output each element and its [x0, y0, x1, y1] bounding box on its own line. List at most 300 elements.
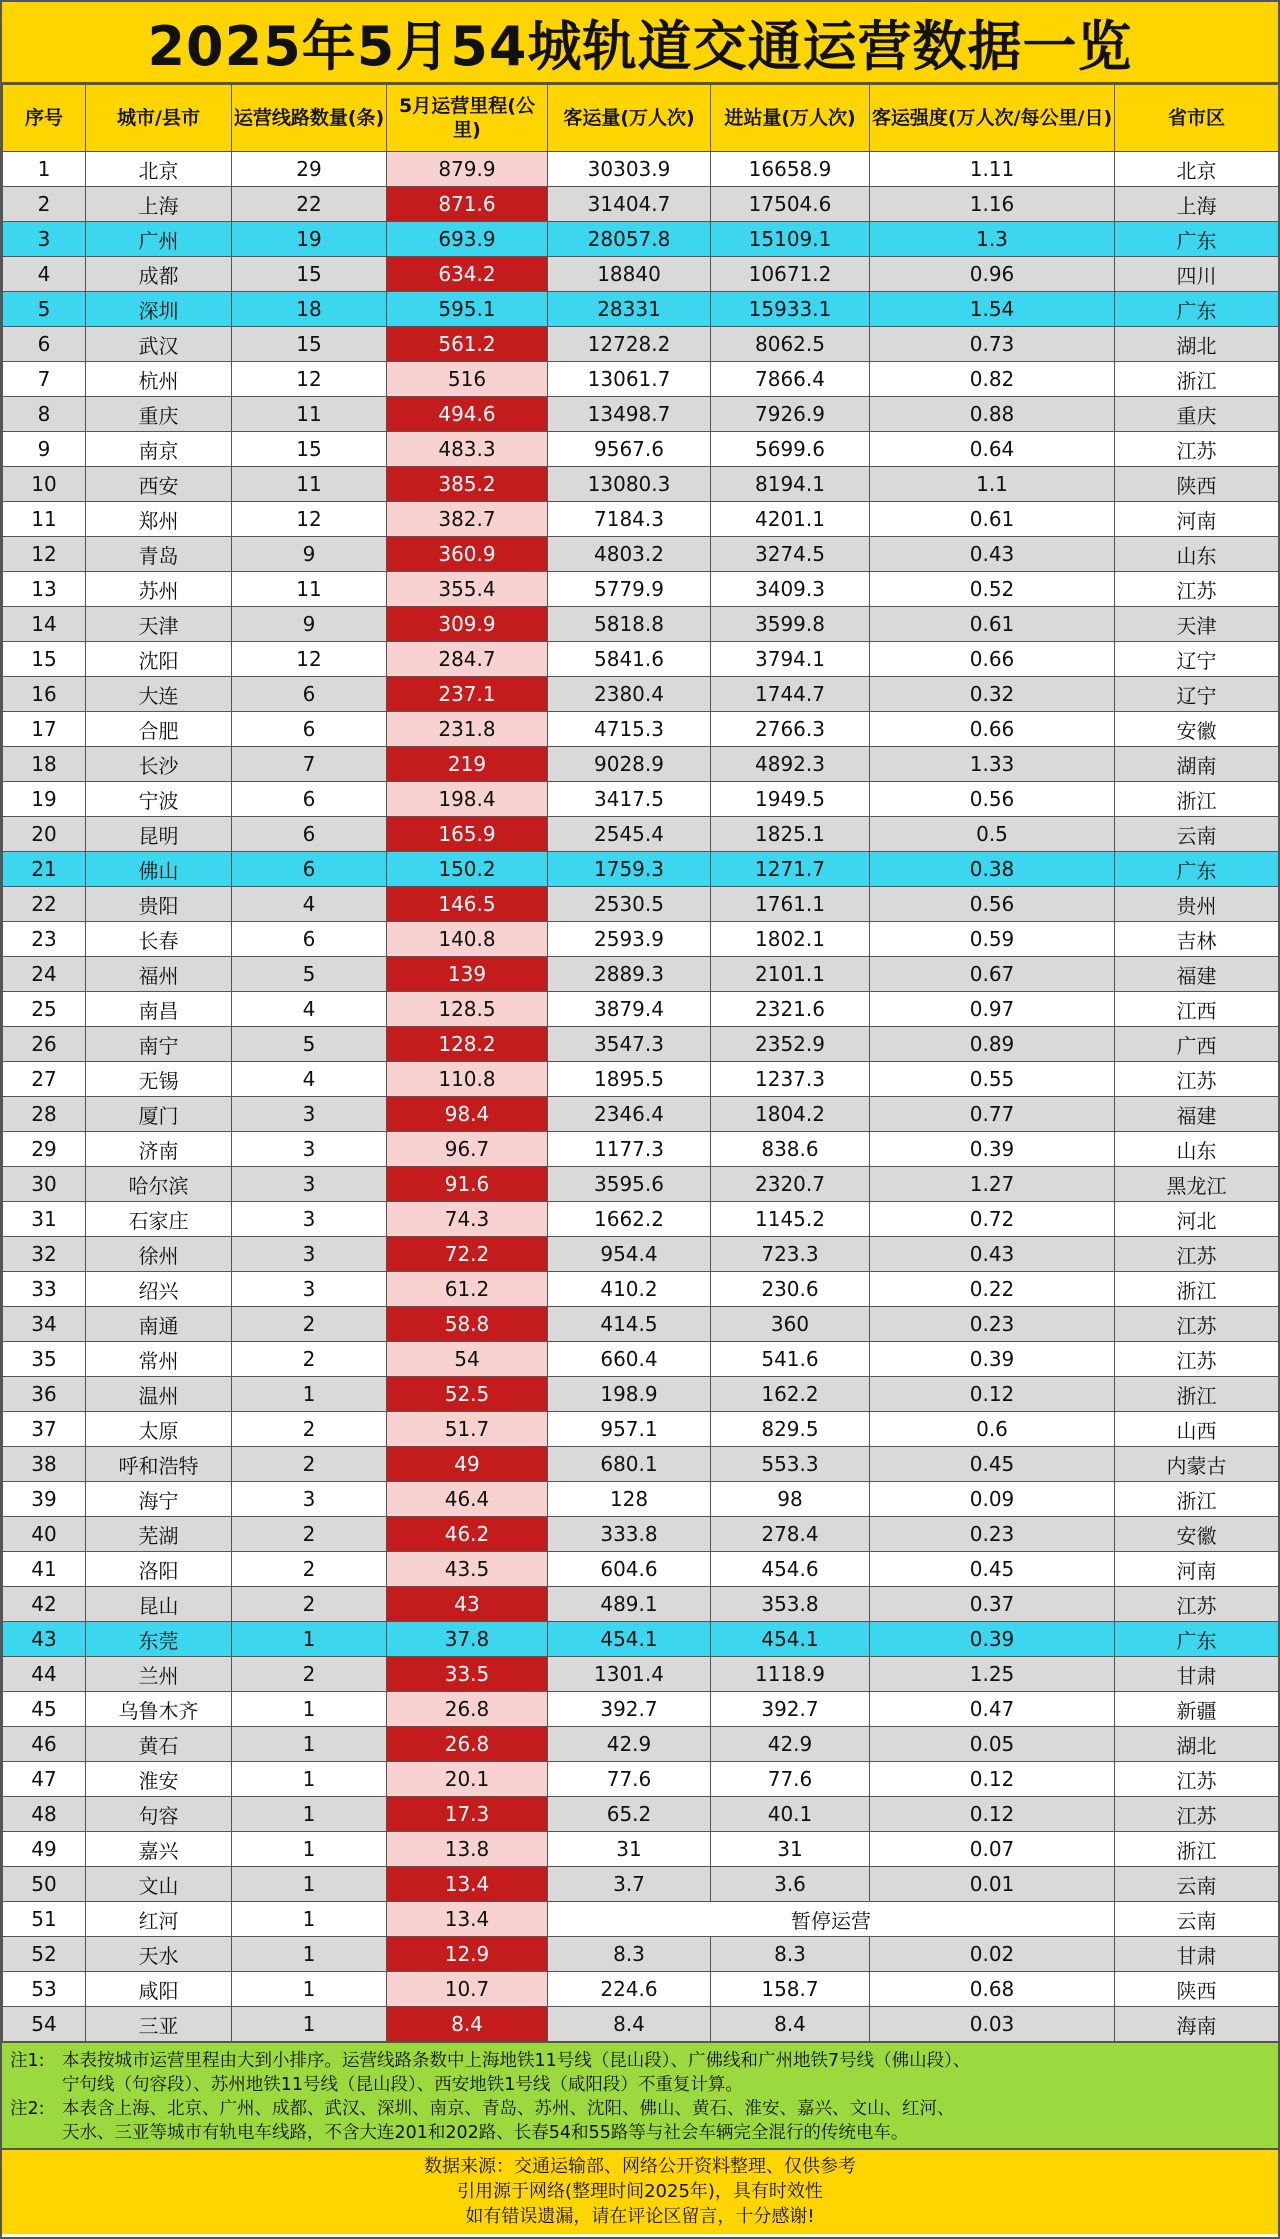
header-mileage: 5月运营里程(公里) — [387, 85, 548, 152]
cell-entries: 454.1 — [711, 1622, 870, 1657]
data-table — [2, 84, 1279, 2042]
cell-province: 广西 — [1115, 1027, 1279, 1062]
cell-ridership: 65.2 — [548, 1797, 711, 1832]
cell-intensity: 0.23 — [870, 1517, 1115, 1552]
cell-ridership: 9567.6 — [548, 432, 711, 467]
cell-city: 武汉 — [86, 327, 232, 362]
table-row — [3, 327, 1279, 362]
cell-intensity: 0.01 — [870, 1867, 1115, 1902]
cell-province: 安徽 — [1115, 712, 1279, 747]
cell-entries: 3599.8 — [711, 607, 870, 642]
cell-ridership: 1301.4 — [548, 1657, 711, 1692]
cell-seq: 36 — [3, 1377, 86, 1412]
cell-seq: 10 — [3, 467, 86, 502]
cell-ridership: 42.9 — [548, 1727, 711, 1762]
table-row — [3, 1902, 1279, 1937]
table-row — [3, 1972, 1279, 2007]
cell-city: 东莞 — [86, 1622, 232, 1657]
note-2-tag: 注2: — [10, 2099, 45, 2119]
cell-city: 福州 — [86, 957, 232, 992]
cell-lines: 3 — [232, 1097, 387, 1132]
cell-mileage: 146.5 — [387, 887, 548, 922]
cell-province: 浙江 — [1115, 362, 1279, 397]
cell-city: 贵阳 — [86, 887, 232, 922]
cell-city: 石家庄 — [86, 1202, 232, 1237]
cell-lines: 2 — [232, 1657, 387, 1692]
cell-mileage: 871.6 — [387, 187, 548, 222]
cell-province: 福建 — [1115, 1097, 1279, 1132]
cell-lines: 2 — [232, 1342, 387, 1377]
cell-city: 红河 — [86, 1902, 232, 1937]
cell-seq: 12 — [3, 537, 86, 572]
cell-lines: 1 — [232, 1937, 387, 1972]
cell-entries: 31 — [711, 1832, 870, 1867]
table-row — [3, 1727, 1279, 1762]
cell-city: 南京 — [86, 432, 232, 467]
table-row — [3, 1517, 1279, 1552]
cell-mileage: 483.3 — [387, 432, 548, 467]
cell-city: 洛阳 — [86, 1552, 232, 1587]
cell-mileage: 37.8 — [387, 1622, 548, 1657]
table-row — [3, 187, 1279, 222]
cell-province: 内蒙古 — [1115, 1447, 1279, 1482]
cell-intensity: 0.96 — [870, 257, 1115, 292]
cell-intensity: 0.07 — [870, 1832, 1115, 1867]
cell-entries: 5699.6 — [711, 432, 870, 467]
cell-province: 浙江 — [1115, 1482, 1279, 1517]
cell-province: 江苏 — [1115, 1237, 1279, 1272]
cell-ridership: 333.8 — [548, 1517, 711, 1552]
cell-entries: 230.6 — [711, 1272, 870, 1307]
cell-seq: 22 — [3, 887, 86, 922]
cell-ridership: 392.7 — [548, 1692, 711, 1727]
cell-ridership: 7184.3 — [548, 502, 711, 537]
cell-province: 江苏 — [1115, 572, 1279, 607]
cell-mileage: 46.2 — [387, 1517, 548, 1552]
cell-entries: 392.7 — [711, 1692, 870, 1727]
cell-ridership: 8.3 — [548, 1937, 711, 1972]
cell-province: 天津 — [1115, 607, 1279, 642]
cell-lines: 6 — [232, 922, 387, 957]
cell-lines: 6 — [232, 782, 387, 817]
cell-seq: 13 — [3, 572, 86, 607]
header-entries: 进站量(万人次) — [711, 85, 870, 152]
cell-seq: 53 — [3, 1972, 86, 2007]
cell-intensity: 0.39 — [870, 1132, 1115, 1167]
table-row — [3, 1167, 1279, 1202]
cell-lines: 22 — [232, 187, 387, 222]
cell-province: 江苏 — [1115, 432, 1279, 467]
cell-mileage: 360.9 — [387, 537, 548, 572]
cell-entries: 2101.1 — [711, 957, 870, 992]
cell-lines: 2 — [232, 1447, 387, 1482]
cell-seq: 21 — [3, 852, 86, 887]
cell-lines: 15 — [232, 432, 387, 467]
cell-ridership: 5818.8 — [548, 607, 711, 642]
cell-entries: 4892.3 — [711, 747, 870, 782]
cell-intensity: 0.47 — [870, 1692, 1115, 1727]
cell-mileage: 17.3 — [387, 1797, 548, 1832]
cell-mileage: 26.8 — [387, 1727, 548, 1762]
cell-seq: 18 — [3, 747, 86, 782]
cell-entries: 3274.5 — [711, 537, 870, 572]
cell-province: 辽宁 — [1115, 642, 1279, 677]
cell-lines: 2 — [232, 1412, 387, 1447]
cell-province: 甘肃 — [1115, 1937, 1279, 1972]
cell-lines: 6 — [232, 817, 387, 852]
note-2-line-2: 天水、三亚等城市有轨电车线路，不含大连201和202路、长春54和55路等与社会车辆完全混行的传统电车。 — [62, 2123, 909, 2143]
header-lines: 运营线路数量(条) — [232, 85, 387, 152]
cell-ridership: 2889.3 — [548, 957, 711, 992]
cell-intensity: 0.6 — [870, 1412, 1115, 1447]
cell-seq: 44 — [3, 1657, 86, 1692]
cell-intensity: 0.09 — [870, 1482, 1115, 1517]
cell-city: 济南 — [86, 1132, 232, 1167]
table-row — [3, 467, 1279, 502]
cell-intensity: 0.82 — [870, 362, 1115, 397]
table-row — [3, 1692, 1279, 1727]
cell-intensity: 0.88 — [870, 397, 1115, 432]
cell-city: 北京 — [86, 152, 232, 187]
cell-lines: 18 — [232, 292, 387, 327]
table-row — [3, 712, 1279, 747]
cell-city: 宁波 — [86, 782, 232, 817]
cell-mileage: 595.1 — [387, 292, 548, 327]
notes-section — [2, 2042, 1278, 2150]
cell-lines: 6 — [232, 852, 387, 887]
cell-intensity: 0.89 — [870, 1027, 1115, 1062]
cell-ridership: 1177.3 — [548, 1132, 711, 1167]
cell-province: 江苏 — [1115, 1587, 1279, 1622]
cell-seq: 26 — [3, 1027, 86, 1062]
table-row — [3, 887, 1279, 922]
cell-ridership: 198.9 — [548, 1377, 711, 1412]
cell-mileage: 284.7 — [387, 642, 548, 677]
cell-intensity: 0.68 — [870, 1972, 1115, 2007]
cell-city: 长春 — [86, 922, 232, 957]
table-row — [3, 1097, 1279, 1132]
cell-mileage: 8.4 — [387, 2007, 548, 2042]
cell-mileage: 382.7 — [387, 502, 548, 537]
cell-seq: 32 — [3, 1237, 86, 1272]
cell-intensity: 0.61 — [870, 502, 1115, 537]
cell-intensity: 0.73 — [870, 327, 1115, 362]
cell-ridership: 410.2 — [548, 1272, 711, 1307]
cell-city: 南通 — [86, 1307, 232, 1342]
cell-city: 昆山 — [86, 1587, 232, 1622]
cell-lines: 2 — [232, 1517, 387, 1552]
cell-entries: 42.9 — [711, 1727, 870, 1762]
table-row — [3, 1272, 1279, 1307]
cell-ridership: 77.6 — [548, 1762, 711, 1797]
cell-province: 江苏 — [1115, 1342, 1279, 1377]
cell-province: 湖北 — [1115, 1727, 1279, 1762]
cell-ridership: 2530.5 — [548, 887, 711, 922]
cell-seq: 42 — [3, 1587, 86, 1622]
table-row — [3, 1937, 1279, 1972]
cell-seq: 31 — [3, 1202, 86, 1237]
cell-city: 乌鲁木齐 — [86, 1692, 232, 1727]
cell-entries: 1761.1 — [711, 887, 870, 922]
cell-intensity: 0.39 — [870, 1342, 1115, 1377]
cell-province: 海南 — [1115, 2007, 1279, 2042]
cell-ridership: 3547.3 — [548, 1027, 711, 1062]
cell-mileage: 561.2 — [387, 327, 548, 362]
note-1-line-2: 宁句线（句容段）、苏州地铁11号线（昆山段）、西安地铁1号线（咸阳段）不重复计算。 — [62, 2075, 743, 2095]
cell-province: 贵州 — [1115, 887, 1279, 922]
cell-entries: 77.6 — [711, 1762, 870, 1797]
cell-province: 陕西 — [1115, 467, 1279, 502]
page-title: 2025年5月54城轨道交通运营数据一览 — [2, 2, 1278, 84]
cell-seq: 50 — [3, 1867, 86, 1902]
cell-entries: 7866.4 — [711, 362, 870, 397]
cell-entries: 10671.2 — [711, 257, 870, 292]
cell-lines: 1 — [232, 1622, 387, 1657]
cell-lines: 12 — [232, 362, 387, 397]
cell-mileage: 58.8 — [387, 1307, 548, 1342]
cell-intensity: 1.25 — [870, 1657, 1115, 1692]
cell-mileage: 26.8 — [387, 1692, 548, 1727]
cell-intensity: 0.12 — [870, 1797, 1115, 1832]
table-row — [3, 957, 1279, 992]
table-row — [3, 1412, 1279, 1447]
cell-entries: 1802.1 — [711, 922, 870, 957]
cell-seq: 54 — [3, 2007, 86, 2042]
cell-city: 西安 — [86, 467, 232, 502]
cell-province: 陕西 — [1115, 1972, 1279, 2007]
cell-ridership: 9028.9 — [548, 747, 711, 782]
header-city: 城市/县市 — [86, 85, 232, 152]
table-row — [3, 1447, 1279, 1482]
cell-lines: 5 — [232, 957, 387, 992]
cell-ridership: 30303.9 — [548, 152, 711, 187]
cell-entries: 1949.5 — [711, 782, 870, 817]
cell-lines: 1 — [232, 2007, 387, 2042]
cell-ridership: 489.1 — [548, 1587, 711, 1622]
cell-mileage: 385.2 — [387, 467, 548, 502]
cell-province: 甘肃 — [1115, 1657, 1279, 1692]
cell-lines: 1 — [232, 1867, 387, 1902]
cell-entries: 3794.1 — [711, 642, 870, 677]
cell-entries: 8.3 — [711, 1937, 870, 1972]
cell-province: 浙江 — [1115, 1377, 1279, 1412]
cell-lines: 29 — [232, 152, 387, 187]
cell-city: 温州 — [86, 1377, 232, 1412]
source-line-1: 数据来源：交通运输部、网络公开资料整理、仅供参考 — [424, 2156, 856, 2177]
cell-intensity: 0.64 — [870, 432, 1115, 467]
cell-ridership: 3879.4 — [548, 992, 711, 1027]
cell-ridership: 13498.7 — [548, 397, 711, 432]
cell-province: 浙江 — [1115, 1272, 1279, 1307]
cell-mileage: 128.2 — [387, 1027, 548, 1062]
cell-city: 太原 — [86, 1412, 232, 1447]
cell-intensity: 0.45 — [870, 1447, 1115, 1482]
cell-lines: 15 — [232, 257, 387, 292]
cell-seq: 16 — [3, 677, 86, 712]
source-line-3: 如有错误遗漏，请在评论区留言，十分感谢! — [465, 2206, 815, 2227]
cell-entries: 7926.9 — [711, 397, 870, 432]
cell-ridership: 5841.6 — [548, 642, 711, 677]
cell-intensity: 0.23 — [870, 1307, 1115, 1342]
table-row — [3, 1552, 1279, 1587]
cell-lines: 1 — [232, 1762, 387, 1797]
cell-intensity: 0.97 — [870, 992, 1115, 1027]
cell-seq: 7 — [3, 362, 86, 397]
cell-intensity: 0.43 — [870, 1237, 1115, 1272]
cell-lines: 4 — [232, 1062, 387, 1097]
cell-seq: 24 — [3, 957, 86, 992]
cell-seq: 3 — [3, 222, 86, 257]
cell-entries: 2320.7 — [711, 1167, 870, 1202]
cell-city: 青岛 — [86, 537, 232, 572]
cell-province: 浙江 — [1115, 1832, 1279, 1867]
cell-province: 云南 — [1115, 1902, 1279, 1937]
cell-lines: 9 — [232, 537, 387, 572]
cell-city: 郑州 — [86, 502, 232, 537]
cell-entries: 2321.6 — [711, 992, 870, 1027]
cell-ridership: 604.6 — [548, 1552, 711, 1587]
cell-city: 厦门 — [86, 1097, 232, 1132]
cell-lines: 12 — [232, 502, 387, 537]
cell-seq: 43 — [3, 1622, 86, 1657]
cell-ridership: 954.4 — [548, 1237, 711, 1272]
cell-city: 南昌 — [86, 992, 232, 1027]
cell-lines: 11 — [232, 467, 387, 502]
cell-lines: 6 — [232, 677, 387, 712]
cell-lines: 1 — [232, 1377, 387, 1412]
cell-lines: 1 — [232, 1972, 387, 2007]
table-row — [3, 1482, 1279, 1517]
cell-ridership: 18840 — [548, 257, 711, 292]
cell-lines: 4 — [232, 992, 387, 1027]
cell-mileage: 54 — [387, 1342, 548, 1377]
note-2 — [10, 2097, 1268, 2145]
cell-entries: 3409.3 — [711, 572, 870, 607]
cell-city: 黄石 — [86, 1727, 232, 1762]
cell-mileage: 52.5 — [387, 1377, 548, 1412]
header-intensity: 客运强度(万人次/每公里/日) — [870, 85, 1115, 152]
table-row — [3, 1237, 1279, 1272]
table-row — [3, 1202, 1279, 1237]
cell-seq: 33 — [3, 1272, 86, 1307]
table-row — [3, 782, 1279, 817]
cell-seq: 2 — [3, 187, 86, 222]
cell-entries: 98 — [711, 1482, 870, 1517]
cell-entries: 8194.1 — [711, 467, 870, 502]
cell-city: 兰州 — [86, 1657, 232, 1692]
table-row — [3, 1762, 1279, 1797]
cell-city: 杭州 — [86, 362, 232, 397]
cell-lines: 19 — [232, 222, 387, 257]
cell-seq: 28 — [3, 1097, 86, 1132]
cell-city: 重庆 — [86, 397, 232, 432]
cell-mileage: 494.6 — [387, 397, 548, 432]
cell-ridership: 680.1 — [548, 1447, 711, 1482]
cell-city: 呼和浩特 — [86, 1447, 232, 1482]
cell-intensity: 0.05 — [870, 1727, 1115, 1762]
cell-intensity: 1.33 — [870, 747, 1115, 782]
cell-mileage: 43 — [387, 1587, 548, 1622]
cell-entries: 16658.9 — [711, 152, 870, 187]
cell-ridership: 2346.4 — [548, 1097, 711, 1132]
cell-city: 咸阳 — [86, 1972, 232, 2007]
cell-city: 三亚 — [86, 2007, 232, 2042]
cell-intensity: 0.39 — [870, 1622, 1115, 1657]
cell-intensity: 0.67 — [870, 957, 1115, 992]
cell-ridership: 2380.4 — [548, 677, 711, 712]
cell-province: 辽宁 — [1115, 677, 1279, 712]
table-row — [3, 1832, 1279, 1867]
cell-seq: 34 — [3, 1307, 86, 1342]
cell-lines: 1 — [232, 1797, 387, 1832]
cell-province: 河北 — [1115, 1202, 1279, 1237]
cell-ridership: 8.4 — [548, 2007, 711, 2042]
cell-province: 黑龙江 — [1115, 1167, 1279, 1202]
cell-entries: 1145.2 — [711, 1202, 870, 1237]
cell-lines: 3 — [232, 1237, 387, 1272]
cell-seq: 25 — [3, 992, 86, 1027]
cell-province: 安徽 — [1115, 1517, 1279, 1552]
cell-intensity: 0.61 — [870, 607, 1115, 642]
cell-intensity: 0.02 — [870, 1937, 1115, 1972]
cell-entries: 1271.7 — [711, 852, 870, 887]
cell-seq: 51 — [3, 1902, 86, 1937]
cell-ridership: 13061.7 — [548, 362, 711, 397]
cell-province: 云南 — [1115, 817, 1279, 852]
cell-intensity: 1.1 — [870, 467, 1115, 502]
cell-ridership: 957.1 — [548, 1412, 711, 1447]
cell-mileage: 20.1 — [387, 1762, 548, 1797]
cell-lines: 12 — [232, 642, 387, 677]
cell-entries: 8062.5 — [711, 327, 870, 362]
cell-ridership: 660.4 — [548, 1342, 711, 1377]
cell-seq: 17 — [3, 712, 86, 747]
cell-province: 山西 — [1115, 1412, 1279, 1447]
cell-lines: 9 — [232, 607, 387, 642]
table-row — [3, 607, 1279, 642]
cell-intensity: 0.12 — [870, 1762, 1115, 1797]
cell-intensity: 1.27 — [870, 1167, 1115, 1202]
cell-lines: 5 — [232, 1027, 387, 1062]
table-row — [3, 362, 1279, 397]
cell-entries: 17504.6 — [711, 187, 870, 222]
cell-mileage: 150.2 — [387, 852, 548, 887]
cell-lines: 2 — [232, 1307, 387, 1342]
cell-intensity: 0.32 — [870, 677, 1115, 712]
cell-ridership: 3.7 — [548, 1867, 711, 1902]
cell-intensity: 0.72 — [870, 1202, 1115, 1237]
cell-ridership: 1895.5 — [548, 1062, 711, 1097]
cell-province: 江苏 — [1115, 1062, 1279, 1097]
cell-province: 广东 — [1115, 852, 1279, 887]
cell-ridership: 28057.8 — [548, 222, 711, 257]
cell-intensity: 0.59 — [870, 922, 1115, 957]
cell-mileage: 693.9 — [387, 222, 548, 257]
cell-province: 新疆 — [1115, 1692, 1279, 1727]
cell-city: 昆明 — [86, 817, 232, 852]
note-2-line-1: 本表含上海、北京、广州、成都、武汉、深圳、南京、青岛、苏州、沈阳、佛山、黄石、淮安、嘉兴、文山、红河、 — [62, 2099, 955, 2119]
cell-mileage: 516 — [387, 362, 548, 397]
cell-lines: 1 — [232, 1692, 387, 1727]
cell-mileage: 110.8 — [387, 1062, 548, 1097]
cell-entries: 8.4 — [711, 2007, 870, 2042]
cell-mileage: 43.5 — [387, 1552, 548, 1587]
cell-mileage: 98.4 — [387, 1097, 548, 1132]
table-row — [3, 1377, 1279, 1412]
cell-seq: 35 — [3, 1342, 86, 1377]
cell-seq: 19 — [3, 782, 86, 817]
source-section — [2, 2150, 1278, 2234]
